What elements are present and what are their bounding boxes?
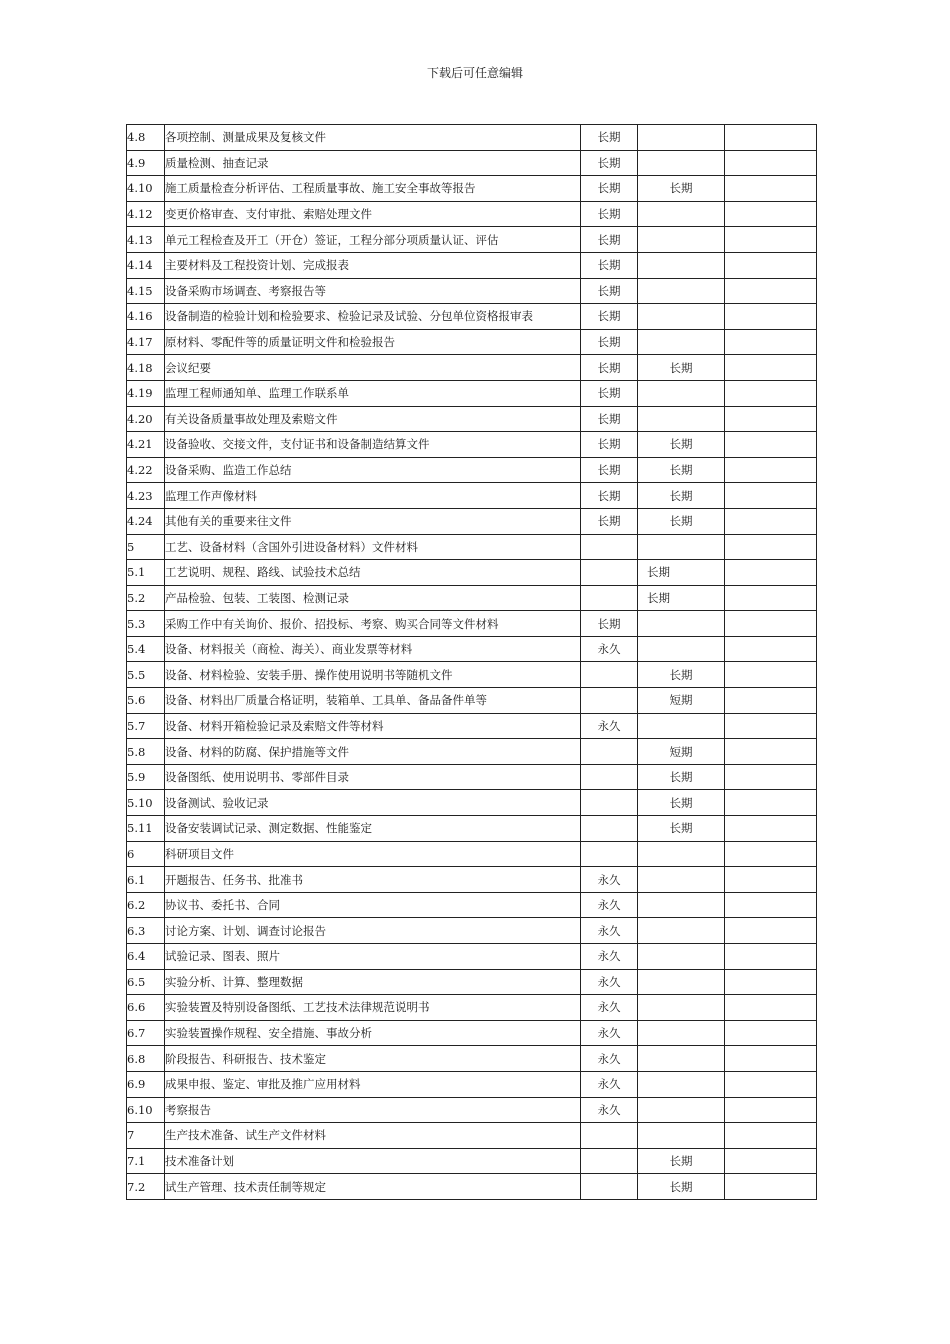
item-number-cell: 5.1 (127, 560, 165, 586)
document-title-cell: 设备安装调试记录、测定数据、性能鉴定 (165, 816, 581, 842)
document-title-cell: 实验装置操作规程、安全措施、事故分析 (165, 1020, 581, 1046)
table-row (127, 995, 817, 1021)
page-header: 下载后可任意编辑 (426, 66, 523, 80)
retention-period-c-cell (725, 150, 817, 176)
retention-period-a-cell (581, 1174, 638, 1200)
retention-period-a-cell (581, 1148, 638, 1174)
document-title-cell: 工艺说明、规程、路线、试验技术总结 (165, 560, 581, 586)
retention-period-c-cell (725, 508, 817, 534)
retention-period-c-cell (725, 355, 817, 381)
retention-period-b-cell: 长期 (638, 585, 725, 611)
retention-period-c-cell (725, 944, 817, 970)
retention-period-c-cell (725, 406, 817, 432)
document-title-cell: 设备、材料检验、安装手册、操作使用说明书等随机文件 (165, 662, 581, 688)
retention-period-c-cell (725, 457, 817, 483)
item-number-cell: 5.10 (127, 790, 165, 816)
retention-period-c-cell (725, 969, 817, 995)
retention-period-a-cell: 永久 (581, 1097, 638, 1123)
retention-period-a-cell: 永久 (581, 918, 638, 944)
item-number-cell: 4.19 (127, 380, 165, 406)
item-number-cell: 5.11 (127, 816, 165, 842)
retention-period-b-cell (638, 329, 725, 355)
retention-period-c-cell (725, 611, 817, 637)
item-number-cell: 4.10 (127, 176, 165, 202)
retention-period-a-cell (581, 585, 638, 611)
item-number-cell: 5.9 (127, 764, 165, 790)
item-number-cell: 5.4 (127, 636, 165, 662)
document-title-cell: 工艺、设备材料（含国外引进设备材料）文件材料 (165, 534, 581, 560)
document-title-cell: 技术准备计划 (165, 1148, 581, 1174)
retention-period-c-cell (725, 790, 817, 816)
document-title-cell: 试生产管理、技术责任制等规定 (165, 1174, 581, 1200)
table-row (127, 560, 817, 586)
table-row (127, 944, 817, 970)
document-title-cell: 试验记录、图表、照片 (165, 944, 581, 970)
table-row (127, 432, 817, 458)
retention-period-b-cell (638, 1020, 725, 1046)
document-title-cell: 协议书、委托书、合同 (165, 892, 581, 918)
retention-period-c-cell (725, 125, 817, 151)
retention-period-b-cell: 长期 (638, 764, 725, 790)
retention-period-b-cell (638, 713, 725, 739)
retention-period-c-cell (725, 380, 817, 406)
document-title-cell: 单元工程检查及开工（开仓）签证，工程分部分项质量认证、评估 (165, 227, 581, 253)
item-number-cell: 4.13 (127, 227, 165, 253)
item-number-cell: 5.6 (127, 688, 165, 714)
retention-period-c-cell (725, 534, 817, 560)
retention-period-c-cell (725, 252, 817, 278)
item-number-cell: 5.3 (127, 611, 165, 637)
retention-period-c-cell (725, 1123, 817, 1149)
retention-period-b-cell (638, 406, 725, 432)
retention-period-c-cell (725, 176, 817, 202)
item-number-cell: 6.9 (127, 1071, 165, 1097)
retention-period-b-cell (638, 304, 725, 330)
retention-period-c-cell (725, 1046, 817, 1072)
document-title-cell: 其他有关的重要来往文件 (165, 508, 581, 534)
table-row (127, 585, 817, 611)
table-row (127, 1020, 817, 1046)
item-number-cell: 4.24 (127, 508, 165, 534)
document-title-cell: 讨论方案、计划、调查讨论报告 (165, 918, 581, 944)
retention-period-c-cell (725, 713, 817, 739)
item-number-cell: 4.22 (127, 457, 165, 483)
item-number-cell: 7.1 (127, 1148, 165, 1174)
retention-period-a-cell (581, 739, 638, 765)
retention-period-b-cell: 长期 (638, 483, 725, 509)
document-title-cell: 设备制造的检验计划和检验要求、检验记录及试验、分包单位资格报审表 (165, 304, 581, 330)
retention-period-a-cell (581, 688, 638, 714)
retention-period-a-cell (581, 790, 638, 816)
retention-period-a-cell: 永久 (581, 892, 638, 918)
table-row (127, 739, 817, 765)
document-title-cell: 监理工作声像材料 (165, 483, 581, 509)
retention-period-b-cell (638, 636, 725, 662)
item-number-cell: 4.23 (127, 483, 165, 509)
item-number-cell: 6.6 (127, 995, 165, 1021)
table-row (127, 1148, 817, 1174)
table-row (127, 713, 817, 739)
retention-period-c-cell (725, 483, 817, 509)
table-row (127, 841, 817, 867)
retention-period-a-cell: 长期 (581, 278, 638, 304)
retention-period-a-cell: 长期 (581, 329, 638, 355)
retention-period-a-cell: 长期 (581, 227, 638, 253)
item-number-cell: 4.8 (127, 125, 165, 151)
retention-period-b-cell (638, 227, 725, 253)
retention-period-b-cell: 短期 (638, 739, 725, 765)
table-row (127, 252, 817, 278)
item-number-cell: 4.21 (127, 432, 165, 458)
document-title-cell: 质量检测、抽查记录 (165, 150, 581, 176)
retention-period-c-cell (725, 1071, 817, 1097)
item-number-cell: 5.2 (127, 585, 165, 611)
table-row (127, 508, 817, 534)
retention-period-b-cell: 长期 (638, 1148, 725, 1174)
table-row (127, 764, 817, 790)
retention-period-b-cell: 长期 (638, 457, 725, 483)
retention-period-c-cell (725, 636, 817, 662)
item-number-cell: 4.12 (127, 201, 165, 227)
retention-period-c-cell (725, 227, 817, 253)
retention-period-c-cell (725, 688, 817, 714)
retention-period-c-cell (725, 995, 817, 1021)
retention-period-b-cell (638, 995, 725, 1021)
retention-period-c-cell (725, 432, 817, 458)
retention-period-a-cell: 长期 (581, 406, 638, 432)
table-row (127, 329, 817, 355)
table-row (127, 278, 817, 304)
retention-period-c-cell (725, 304, 817, 330)
document-title-cell: 变更价格审查、支付审批、索赔处理文件 (165, 201, 581, 227)
document-title-cell: 原材料、零配件等的质量证明文件和检验报告 (165, 329, 581, 355)
retention-period-b-cell (638, 252, 725, 278)
retention-period-b-cell (638, 841, 725, 867)
retention-period-b-cell (638, 611, 725, 637)
retention-period-b-cell (638, 125, 725, 151)
retention-period-b-cell (638, 918, 725, 944)
table-body (127, 125, 817, 1200)
table-row (127, 304, 817, 330)
retention-period-c-cell (725, 816, 817, 842)
table-row (127, 969, 817, 995)
document-title-cell: 各项控制、测量成果及复核文件 (165, 125, 581, 151)
retention-period-b-cell (638, 150, 725, 176)
document-title-cell: 阶段报告、科研报告、技术鉴定 (165, 1046, 581, 1072)
retention-period-a-cell (581, 534, 638, 560)
item-number-cell: 7.2 (127, 1174, 165, 1200)
document-title-cell: 实验分析、计算、整理数据 (165, 969, 581, 995)
table-row (127, 227, 817, 253)
item-number-cell: 6.1 (127, 867, 165, 893)
table-row (127, 611, 817, 637)
table-row (127, 1046, 817, 1072)
item-number-cell: 4.18 (127, 355, 165, 381)
retention-period-b-cell (638, 944, 725, 970)
item-number-cell: 6.8 (127, 1046, 165, 1072)
retention-period-a-cell: 永久 (581, 713, 638, 739)
document-title-cell: 采购工作中有关询价、报价、招投标、考察、购买合同等文件材料 (165, 611, 581, 637)
retention-period-a-cell: 长期 (581, 201, 638, 227)
retention-period-b-cell: 长期 (638, 355, 725, 381)
table-row (127, 150, 817, 176)
table-row (127, 688, 817, 714)
retention-period-a-cell: 永久 (581, 995, 638, 1021)
document-title-cell: 设备采购市场调查、考察报告等 (165, 278, 581, 304)
retention-period-c-cell (725, 1148, 817, 1174)
document-title-cell: 设备、材料的防腐、保护措施等文件 (165, 739, 581, 765)
retention-table (126, 124, 817, 1200)
retention-period-a-cell: 长期 (581, 611, 638, 637)
item-number-cell: 4.16 (127, 304, 165, 330)
retention-period-b-cell (638, 1046, 725, 1072)
document-title-cell: 设备采购、监造工作总结 (165, 457, 581, 483)
retention-period-b-cell (638, 534, 725, 560)
table-row (127, 867, 817, 893)
table-row (127, 380, 817, 406)
item-number-cell: 6.2 (127, 892, 165, 918)
retention-period-b-cell (638, 1097, 725, 1123)
retention-period-a-cell (581, 841, 638, 867)
retention-period-b-cell (638, 201, 725, 227)
table-row (127, 1174, 817, 1200)
document-title-cell: 设备、材料出厂质量合格证明，装箱单、工具单、备品备件单等 (165, 688, 581, 714)
table-row (127, 662, 817, 688)
document-title-cell: 考察报告 (165, 1097, 581, 1123)
retention-period-b-cell (638, 969, 725, 995)
document-title-cell: 设备、材料开箱检验记录及索赔文件等材料 (165, 713, 581, 739)
item-number-cell: 4.9 (127, 150, 165, 176)
retention-period-c-cell (725, 560, 817, 586)
retention-period-b-cell: 长期 (638, 1174, 725, 1200)
item-number-cell: 6.3 (127, 918, 165, 944)
item-number-cell: 6 (127, 841, 165, 867)
table-row (127, 534, 817, 560)
item-number-cell: 4.15 (127, 278, 165, 304)
item-number-cell: 6.10 (127, 1097, 165, 1123)
retention-period-c-cell (725, 918, 817, 944)
document-title-cell: 成果申报、鉴定、审批及推广应用材料 (165, 1071, 581, 1097)
retention-period-a-cell: 长期 (581, 508, 638, 534)
retention-period-c-cell (725, 892, 817, 918)
retention-period-a-cell: 长期 (581, 380, 638, 406)
retention-period-a-cell (581, 764, 638, 790)
document-title-cell: 实验装置及特别设备图纸、工艺技术法律规范说明书 (165, 995, 581, 1021)
retention-period-a-cell (581, 662, 638, 688)
retention-period-b-cell (638, 1071, 725, 1097)
table-row (127, 892, 817, 918)
retention-period-b-cell (638, 1123, 725, 1149)
retention-period-c-cell (725, 585, 817, 611)
table-row (127, 636, 817, 662)
table-row (127, 918, 817, 944)
retention-period-b-cell (638, 867, 725, 893)
retention-period-a-cell: 长期 (581, 483, 638, 509)
document-title-cell: 生产技术准备、试生产文件材料 (165, 1123, 581, 1149)
retention-period-b-cell (638, 892, 725, 918)
item-number-cell: 4.20 (127, 406, 165, 432)
item-number-cell: 5.8 (127, 739, 165, 765)
retention-period-a-cell: 永久 (581, 1020, 638, 1046)
retention-period-c-cell (725, 329, 817, 355)
retention-period-c-cell (725, 1020, 817, 1046)
retention-period-a-cell: 永久 (581, 636, 638, 662)
item-number-cell: 4.14 (127, 252, 165, 278)
document-title-cell: 设备图纸、使用说明书、零部件目录 (165, 764, 581, 790)
document-title-cell: 开题报告、任务书、批准书 (165, 867, 581, 893)
retention-period-c-cell (725, 867, 817, 893)
document-title-cell: 有关设备质量事故处理及索赔文件 (165, 406, 581, 432)
retention-period-a-cell: 长期 (581, 176, 638, 202)
item-number-cell: 5.5 (127, 662, 165, 688)
retention-period-c-cell (725, 764, 817, 790)
retention-period-a-cell: 长期 (581, 125, 638, 151)
document-title-cell: 设备、材料报关（商检、海关）、商业发票等材料 (165, 636, 581, 662)
document-title-cell: 设备测试、验收记录 (165, 790, 581, 816)
retention-period-b-cell: 长期 (638, 432, 725, 458)
retention-period-c-cell (725, 841, 817, 867)
retention-period-a-cell (581, 816, 638, 842)
table-row (127, 483, 817, 509)
document-title-cell: 监理工程师通知单、监理工作联系单 (165, 380, 581, 406)
item-number-cell: 4.17 (127, 329, 165, 355)
retention-period-a-cell: 永久 (581, 1071, 638, 1097)
retention-period-a-cell: 永久 (581, 944, 638, 970)
retention-period-a-cell (581, 560, 638, 586)
retention-period-b-cell: 长期 (638, 508, 725, 534)
retention-period-b-cell: 长期 (638, 662, 725, 688)
retention-period-c-cell (725, 1097, 817, 1123)
table-row (127, 1123, 817, 1149)
item-number-cell: 5.7 (127, 713, 165, 739)
retention-period-b-cell (638, 380, 725, 406)
retention-period-a-cell: 永久 (581, 867, 638, 893)
table-row (127, 201, 817, 227)
document-title-cell: 施工质量检查分析评估、工程质量事故、施工安全事故等报告 (165, 176, 581, 202)
table-row (127, 125, 817, 151)
table-row (127, 406, 817, 432)
table-row (127, 1097, 817, 1123)
table-row (127, 790, 817, 816)
document-title-cell: 科研项目文件 (165, 841, 581, 867)
document-title-cell: 设备验收、交接文件，支付证书和设备制造结算文件 (165, 432, 581, 458)
document-title-cell: 会议纪要 (165, 355, 581, 381)
item-number-cell: 7 (127, 1123, 165, 1149)
retention-period-a-cell: 永久 (581, 969, 638, 995)
document-title-cell: 主要材料及工程投资计划、完成报表 (165, 252, 581, 278)
retention-period-c-cell (725, 739, 817, 765)
table-row (127, 176, 817, 202)
retention-period-c-cell (725, 1174, 817, 1200)
retention-period-b-cell: 短期 (638, 688, 725, 714)
retention-period-b-cell (638, 278, 725, 304)
retention-period-a-cell (581, 1123, 638, 1149)
retention-period-a-cell: 长期 (581, 150, 638, 176)
retention-period-b-cell: 长期 (638, 560, 725, 586)
table-row (127, 457, 817, 483)
retention-period-c-cell (725, 278, 817, 304)
document-title-cell: 产品检验、包装、工装图、检测记录 (165, 585, 581, 611)
retention-period-a-cell: 长期 (581, 432, 638, 458)
item-number-cell: 6.5 (127, 969, 165, 995)
retention-period-a-cell: 永久 (581, 1046, 638, 1072)
table-row (127, 1071, 817, 1097)
item-number-cell: 6.4 (127, 944, 165, 970)
table-row (127, 355, 817, 381)
retention-period-a-cell: 长期 (581, 252, 638, 278)
retention-period-b-cell: 长期 (638, 816, 725, 842)
retention-period-c-cell (725, 201, 817, 227)
retention-period-a-cell: 长期 (581, 355, 638, 381)
item-number-cell: 6.7 (127, 1020, 165, 1046)
retention-period-b-cell: 长期 (638, 790, 725, 816)
retention-period-a-cell: 长期 (581, 304, 638, 330)
retention-period-c-cell (725, 662, 817, 688)
table-row (127, 816, 817, 842)
retention-period-b-cell: 长期 (638, 176, 725, 202)
retention-period-a-cell: 长期 (581, 457, 638, 483)
item-number-cell: 5 (127, 534, 165, 560)
